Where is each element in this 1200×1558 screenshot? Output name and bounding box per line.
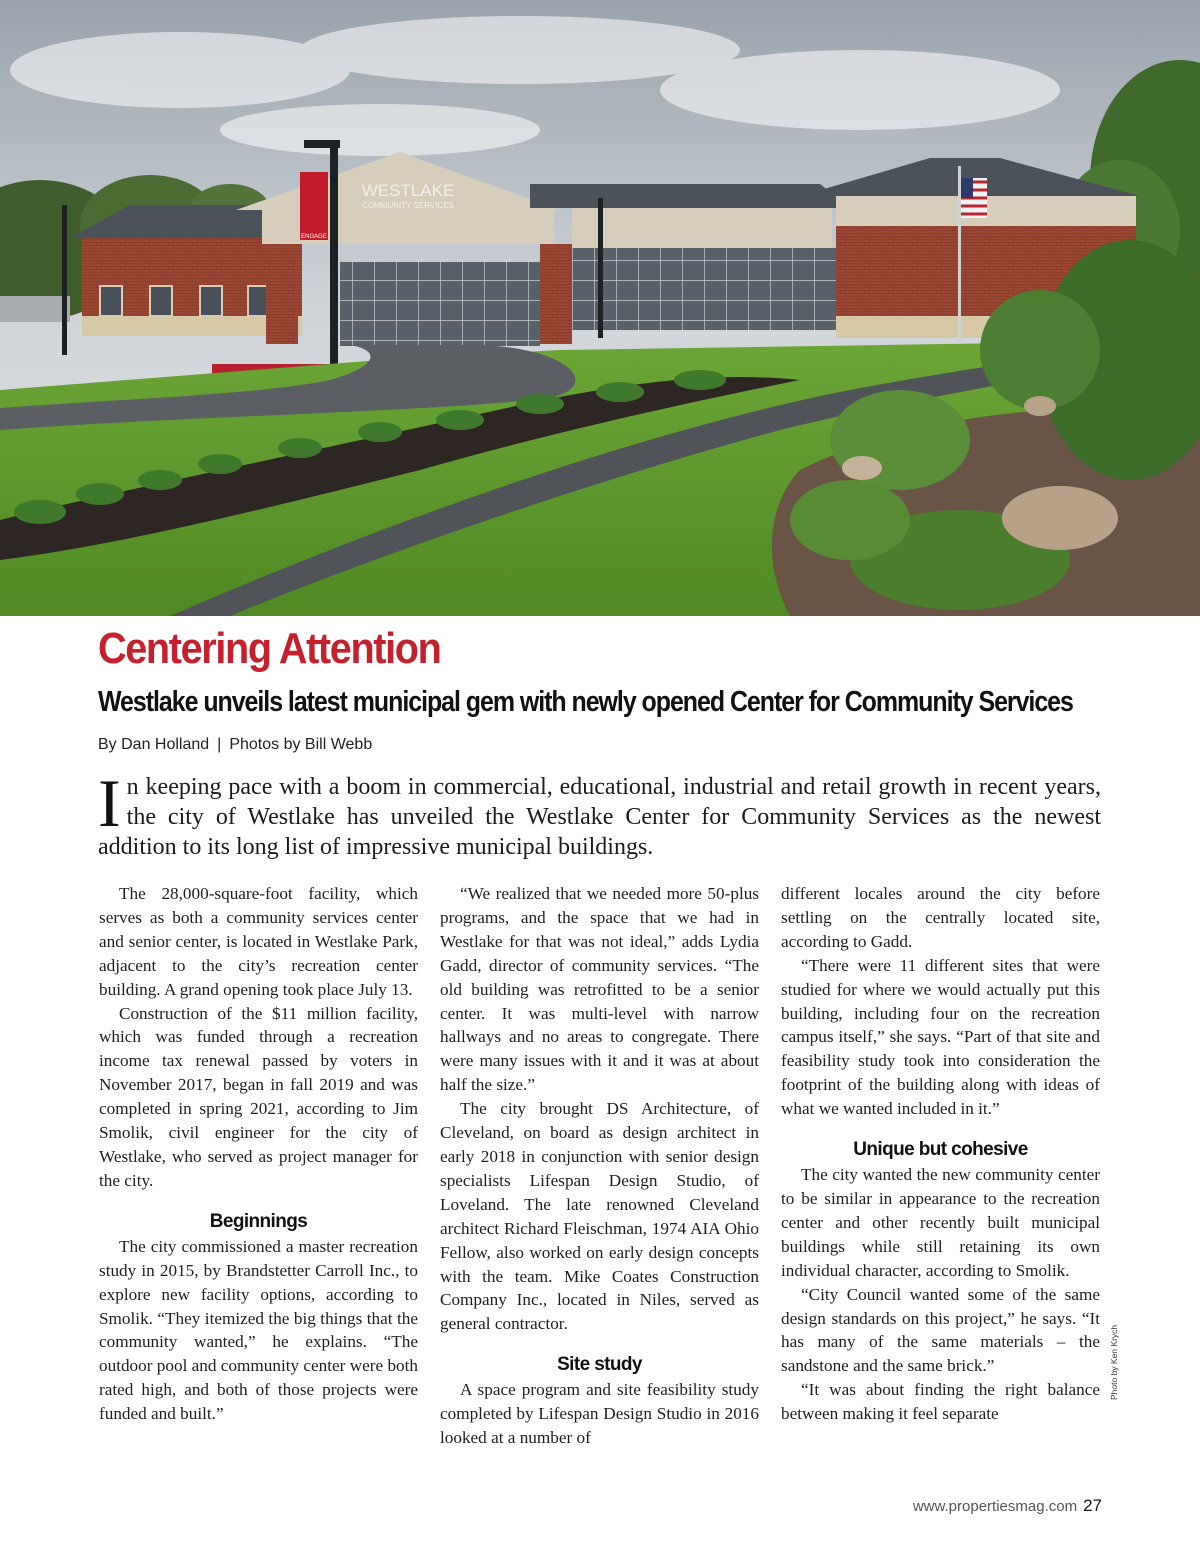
paragraph: “We realized that we needed more 50-plus programs, and the space that we had in Westlake for that was not ideal,” adds Lydia Gadd, director of community services. “The old building was retrofitted to be a senior center. It was multi-level with narrow hallways and no areas to congregate. There were many issues with it and it was at about half the size.” bbox=[440, 884, 759, 1095]
boulder-small bbox=[842, 456, 882, 480]
byline-photos: Photos by Bill Webb bbox=[229, 736, 373, 753]
column-2 bbox=[440, 882, 759, 1450]
section-heading-site-study: Site study bbox=[557, 1354, 642, 1376]
intro-text: n keeping pace with a boom in commercial, educational, industrial and retail growth in recent years, the city of Westlake has unveiled the Westlake Center for Community Services as the newest addition to its long list of impressive municipal buildings. bbox=[98, 774, 1101, 860]
footer-url[interactable]: www.propertiesmag.com bbox=[912, 1498, 1078, 1515]
photo-credit: Photo by Ken Krych bbox=[1109, 1324, 1119, 1400]
byline-author: By Dan Holland bbox=[98, 736, 210, 753]
article-headline: Centering Attention bbox=[98, 624, 441, 673]
section-heading-beginnings: Beginnings bbox=[209, 1210, 308, 1232]
paragraph: “It was about finding the right balance between making it feel separate bbox=[781, 1380, 1100, 1424]
paragraph: The 28,000-square-foot facility, which serves as both a community services center and senior center, is located in Westlake Park, adjacent to the city’s recreation center building. A grand opening took place July 13. bbox=[99, 884, 418, 999]
us-flag bbox=[961, 178, 987, 218]
page-footer bbox=[913, 1496, 1102, 1516]
paragraph: “There were 11 different sites that were studied for where we would actually put this building, including four on the recreation campus itself,” she says. “Part of that site and feasibility study took into consideration the footprint of the building along with ideas of what we wanted included in it.” bbox=[781, 955, 1100, 1119]
byline-separator: | bbox=[217, 736, 222, 753]
boulder-large bbox=[1002, 486, 1118, 550]
paragraph: The city wanted the new community center to be similar in appearance to the recreation center and other recently built municipal buildings while still retaining its own individual character, according to Smolik. bbox=[781, 1165, 1100, 1280]
sign-subtitle: COMMUNITY SERVICES bbox=[362, 201, 454, 210]
paragraph: different locales around the city before settling on the centrally located site, according to Gadd. bbox=[781, 884, 1100, 951]
intro-paragraph bbox=[98, 765, 1101, 862]
banner-text: ENGAGE bbox=[301, 234, 327, 240]
sign-name: WESTLAKE bbox=[361, 181, 455, 200]
paragraph: The city brought DS Architecture, of Cleveland, on board as design architect in early 2018 in conjunction with senior design specialists Lifespan Design Studio, of Loveland. The late renowned Cleveland architect Richard Fleischman, 1974 AIA Ohio Fellow, also worked on early design concepts with the team. Mike Coates Construction Company Inc., located in Niles, served as general contractor. bbox=[440, 1099, 759, 1334]
article-subhead: Westlake unveils latest municipal gem with newly opened Center for Community Services bbox=[98, 686, 1073, 718]
page-number: 27 bbox=[1083, 1496, 1102, 1515]
flag-pole bbox=[958, 166, 961, 342]
hero-photo bbox=[0, 0, 1200, 616]
paragraph: Construction of the $11 million facility, which was funded through a recreation income tax renewal passed by voters in November 2017, began in fall 2019 and was completed in spring 2021, according to Jim Smolik, civil engineer for the city of Westlake, who served as project manager for the city. bbox=[99, 1003, 418, 1190]
paragraph: A space program and site feasibility study completed by Lifespan Design Studio in 2016 looked at a number of bbox=[440, 1380, 759, 1448]
drop-cap: I bbox=[98, 765, 121, 841]
building-illustration bbox=[0, 0, 1200, 616]
main-glazing bbox=[572, 248, 842, 330]
byline bbox=[98, 736, 372, 754]
paragraph: The city commissioned a master recreation study in 2015, by Brandstetter Carroll Inc., to explore new facility options, according to Smolik. “They itemized the big things that the community wanted,” he explains. “The outdoor pool and community center were both rated high, and both of those projects were funded and built.” bbox=[99, 1236, 418, 1424]
engage-banner bbox=[300, 172, 328, 240]
section-heading-unique: Unique but cohesive bbox=[853, 1139, 1028, 1161]
column-1 bbox=[99, 882, 418, 1426]
entrance-glazing bbox=[340, 262, 540, 346]
column-3 bbox=[781, 882, 1100, 1426]
paragraph: “City Council wanted some of the same design standards on this project,” he says. “It has many of the same materials – the sandstone and the same brick.” bbox=[781, 1284, 1100, 1376]
